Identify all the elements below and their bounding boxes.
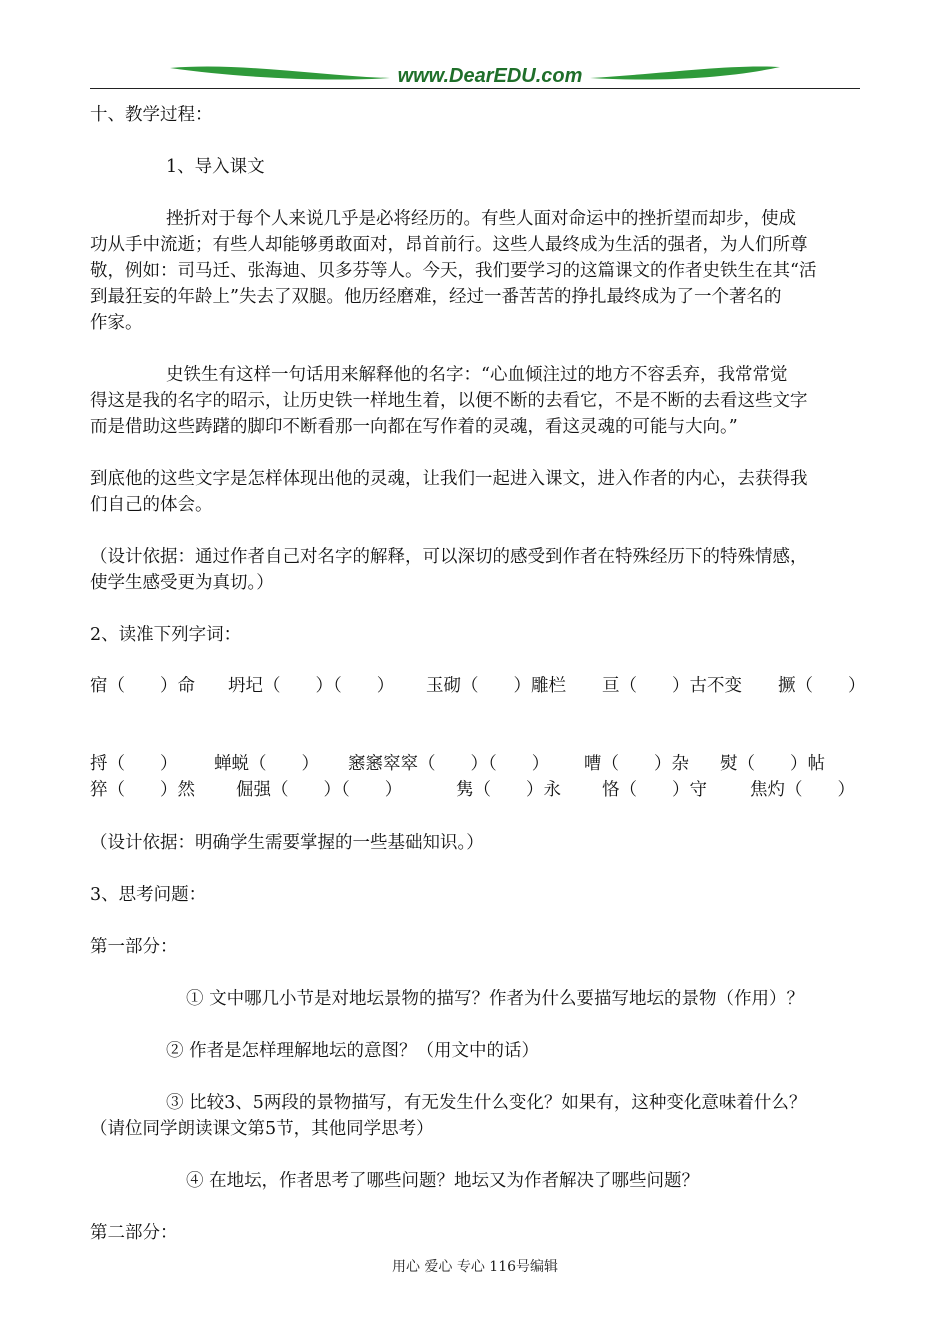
intro-paragraph-1-line-5: 作家。 — [90, 313, 143, 333]
question-3-line-2: （请位同学朗读课文第5节，其他同学思考） — [90, 1119, 434, 1139]
word-item: 玉砌（ ）雕栏 — [426, 676, 566, 696]
words-row-1 — [90, 672, 866, 702]
design-basis-1-line-1: （设计依据：通过作者自己对名字的解释，可以深切的感受到作者在特殊经历下的特殊情感， — [90, 547, 808, 567]
intro-paragraph-1-line-1: 挫折对于每个人来说几乎是必将经历的。有些人面对命运中的挫折望而却步，使成 — [166, 209, 796, 229]
word-item: 恪（ ）守 — [602, 780, 707, 800]
section-10-title: 十、教学过程： — [90, 105, 213, 125]
questions-heading: 3、思考问题： — [90, 885, 207, 905]
word-item: 蝉蜕（ ） — [214, 754, 319, 774]
intro-paragraph-1-line-4: 到最狂妄的年龄上”失去了双腿。他历经磨难，经过一番苦苦的挣扎最终成为了一个著名的 — [90, 287, 782, 307]
word-item: 熨（ ）帖 — [720, 754, 825, 774]
intro-paragraph-3-line-2: 们自己的体会。 — [90, 495, 213, 515]
words-heading: 2、读准下列字词： — [90, 625, 242, 645]
intro-paragraph-1-line-3: 敬，例如：司马迁、张海迪、贝多芬等人。今天，我们要学习的这篇课文的作者史铁生在其“活 — [90, 261, 817, 281]
word-item: 焦灼（ ） — [750, 780, 855, 800]
part-1-label: 第一部分： — [90, 937, 178, 957]
word-item: 撅（ ） — [778, 676, 866, 696]
word-item: 坍圮（ ）（ ） — [228, 676, 395, 696]
design-basis-1-line-2: 使学生感受更为真切。） — [90, 573, 274, 593]
word-item: 猝（ ）然 — [90, 780, 195, 800]
word-item: 捋（ ） — [90, 754, 178, 774]
question-3-line-1: ③ 比较3、5两段的景物描写，有无发生什么变化？如果有，这种变化意味着什么？ — [166, 1093, 807, 1113]
words-row-3 — [90, 776, 860, 806]
intro-paragraph-2-line-3: 而是借助这些踌躇的脚印不断看那一向都在写作着的灵魂，看这灵魂的可能与大向。” — [90, 417, 738, 437]
intro-paragraph-2-line-2: 得这是我的名字的昭示，让历史铁一样地生着，以便不断的去看它，不是不断的去看这些文字 — [90, 391, 808, 411]
question-2: ② 作者是怎样理解地坛的意图？（用文中的话） — [166, 1041, 540, 1061]
logo-swoosh-graphic — [90, 58, 860, 92]
header-divider — [90, 88, 860, 89]
word-item: 隽（ ）永 — [456, 780, 561, 800]
intro-paragraph-2-line-1: 史铁生有这样一句话用来解释他的名字：“心血倾注过的地方不容丢弃，我常常觉 — [166, 365, 788, 385]
intro-heading: 1、导入课文 — [166, 157, 265, 177]
page-footer: 用心 爱心 专心 116号编辑 — [391, 1259, 559, 1275]
intro-paragraph-1-line-2: 功从手中流逝；有些人却能够勇敢面对，昂首前行。这些人最终成为生活的强者，为人们所尊 — [90, 235, 808, 255]
site-header-logo — [90, 58, 860, 92]
part-2-label: 第二部分： — [90, 1223, 178, 1243]
design-basis-2: （设计依据：明确学生需要掌握的一些基础知识。） — [90, 833, 484, 853]
question-4: ④ 在地坛，作者思考了哪些问题？地坛又为作者解决了哪些问题？ — [186, 1171, 700, 1191]
word-item: 亘（ ）古不变 — [602, 676, 742, 696]
intro-paragraph-3-line-1: 到底他的这些文字是怎样体现出他的灵魂，让我们一起进入课文，进入作者的内心，去获得我 — [90, 469, 808, 489]
word-item: 嘈（ ）杂 — [584, 754, 689, 774]
logo-text: www.DearEDU.com — [397, 65, 583, 87]
word-item: 窸窸窣窣（ ）（ ） — [348, 754, 550, 774]
question-1: ① 文中哪几小节是对地坛景物的描写？作者为什么要描写地坛的景物（作用）？ — [186, 989, 805, 1009]
word-item: 倔强（ ）（ ） — [236, 780, 403, 800]
word-item: 宿（ ）命 — [90, 676, 195, 696]
